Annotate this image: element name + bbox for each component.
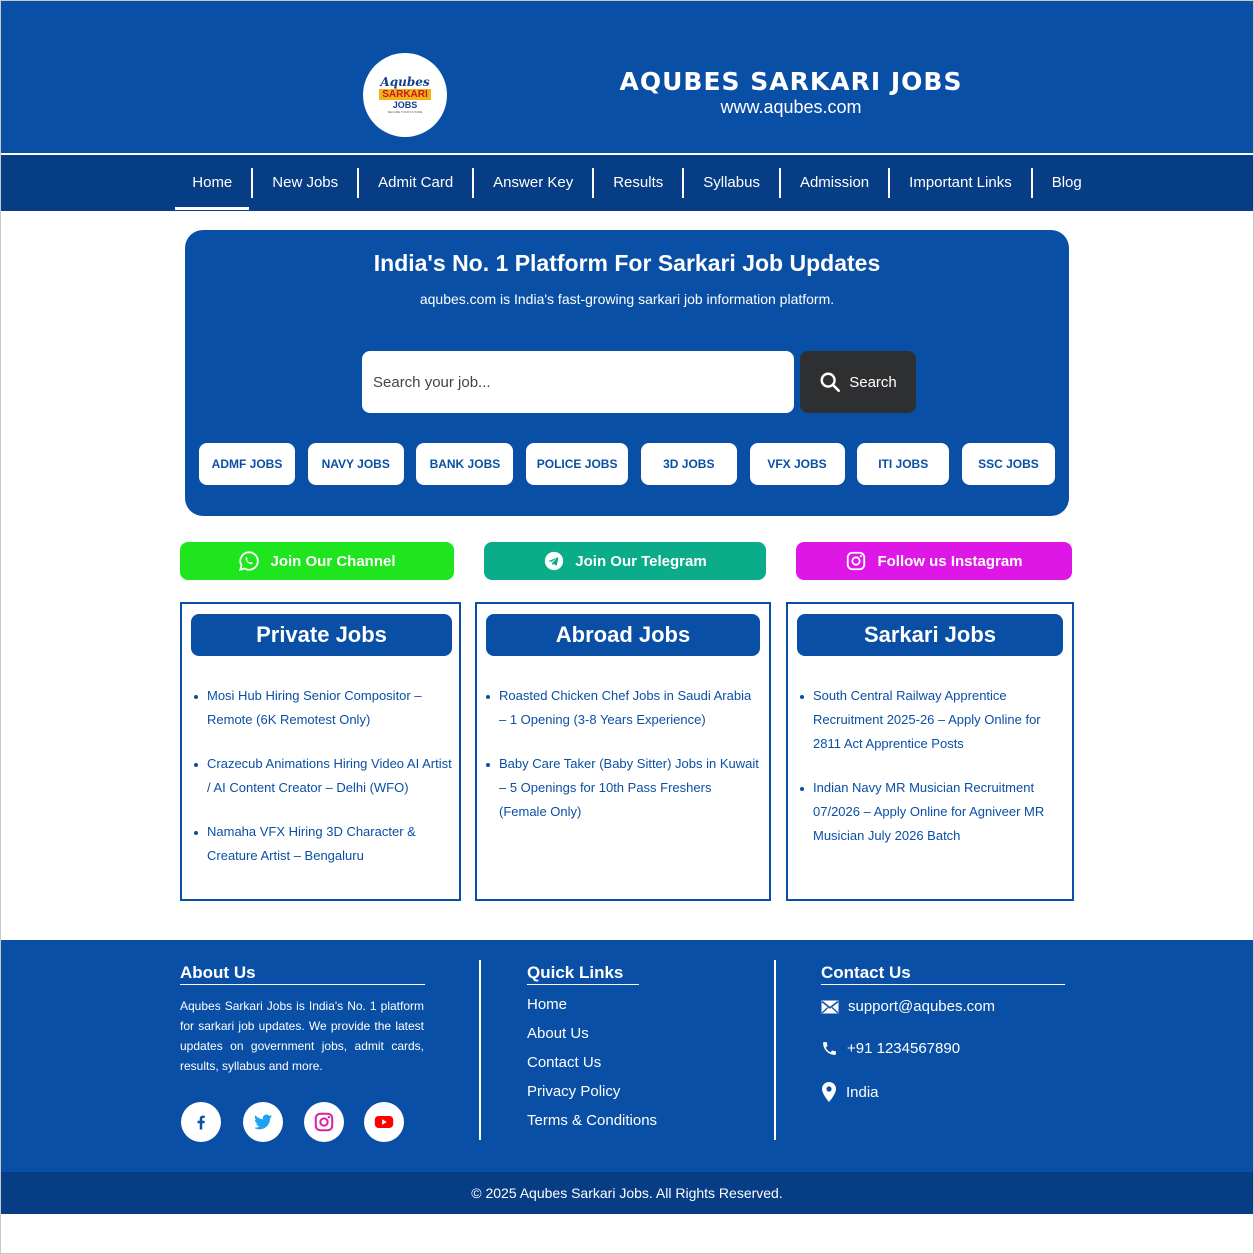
phone-icon: [821, 1040, 838, 1057]
chip-3d-jobs[interactable]: 3D JOBS: [641, 443, 737, 485]
contact-email[interactable]: [821, 998, 995, 1015]
nav-item-results[interactable]: Results: [592, 168, 682, 198]
twitter-icon: [252, 1111, 274, 1133]
instagram-button[interactable]: [796, 542, 1072, 580]
main-nav: [1, 155, 1253, 211]
sarkari-jobs-box: [786, 602, 1074, 901]
search-button-label: Search: [849, 373, 897, 391]
list-item[interactable]: Roasted Chicken Chef Jobs in Saudi Arabia – 1 Opening (3-8 Years Experience): [484, 684, 759, 732]
site-url: www.aqubes.com: [720, 97, 862, 117]
list-item[interactable]: Indian Navy MR Musician Recruitment 07/2026 – Apply Online for Agniveer MR Musician July 2026 Batch: [798, 776, 1046, 848]
sarkari-jobs-list: [798, 684, 1046, 868]
contact-location: [821, 1082, 879, 1102]
category-chips: [199, 443, 1055, 485]
youtube-icon: [373, 1111, 395, 1133]
nav-item-admission[interactable]: Admission: [779, 168, 888, 198]
instagram-footer-link[interactable]: [304, 1102, 344, 1142]
location-pin-icon: [821, 1082, 837, 1102]
footer-link-contact-us[interactable]: Contact Us: [527, 1054, 602, 1071]
telegram-icon: [543, 550, 565, 572]
footer-about-text: Aqubes Sarkari Jobs is India's No. 1 platform for sarkari job updates. We provide the latest updates on government jobs, admit cards, results, syllabus and more.: [180, 999, 424, 1073]
instagram-label: Follow us Instagram: [877, 552, 1023, 570]
nav-item-important-links[interactable]: Important Links: [888, 168, 1031, 198]
logo-line-3: JOBS: [392, 100, 418, 110]
footer-link-home[interactable]: Home: [527, 996, 568, 1013]
site-logo[interactable]: [363, 53, 447, 137]
search-icon: [819, 371, 841, 393]
contact-phone[interactable]: [821, 1040, 960, 1057]
hero-subtitle: aqubes.com is India's fast-growing sarkari job information platform.: [419, 291, 835, 307]
footer-divider: [479, 960, 481, 1140]
footer-link-terms[interactable]: Terms & Conditions: [527, 1112, 658, 1129]
site-title: AQUBES SARKARI JOBS: [619, 67, 963, 96]
nav-item-blog[interactable]: Blog: [1031, 168, 1101, 198]
copyright-bar: © 2025 Aqubes Sarkari Jobs. All Rights Reserved.: [1, 1172, 1253, 1214]
footer-about-heading: About Us: [180, 963, 425, 985]
list-item[interactable]: Crazecub Animations Hiring Video AI Artist / AI Content Creator – Delhi (WFO): [192, 752, 454, 800]
telegram-button[interactable]: [484, 542, 766, 580]
list-item[interactable]: Mosi Hub Hiring Senior Compositor – Remote (6K Remotest Only): [192, 684, 454, 732]
sarkari-jobs-title: Sarkari Jobs: [797, 614, 1063, 656]
footer-contact-heading: Contact Us: [821, 963, 1065, 985]
whatsapp-label: Join Our Channel: [270, 552, 396, 570]
chip-ssc-jobs[interactable]: SSC JOBS: [962, 443, 1055, 485]
nav-item-admit-card[interactable]: Admit Card: [357, 168, 472, 198]
whatsapp-channel-button[interactable]: [180, 542, 454, 580]
private-jobs-list: [192, 684, 454, 888]
facebook-link[interactable]: [181, 1102, 221, 1142]
site-footer: [1, 940, 1253, 1172]
list-item[interactable]: Baby Care Taker (Baby Sitter) Jobs in Kuwait – 5 Openings for 10th Pass Freshers (Female Only): [484, 752, 759, 824]
footer-quick-links: [527, 996, 657, 1141]
private-jobs-title: Private Jobs: [191, 614, 452, 656]
footer-link-about-us[interactable]: About Us: [527, 1025, 589, 1042]
chip-navy-jobs[interactable]: NAVY JOBS: [308, 443, 404, 485]
contact-email-text: support@aqubes.com: [848, 998, 995, 1015]
search-input[interactable]: [362, 351, 794, 413]
instagram-icon: [845, 550, 867, 572]
footer-divider: [774, 960, 776, 1140]
nav-item-new-jobs[interactable]: New Jobs: [251, 168, 357, 198]
contact-phone-text: +91 1234567890: [847, 1040, 961, 1057]
nav-item-syllabus[interactable]: Syllabus: [682, 168, 779, 198]
logo-line-1: Aqubes: [380, 75, 430, 89]
abroad-jobs-box: [475, 602, 771, 901]
contact-location-text: India: [846, 1083, 879, 1101]
hero-title: India's No. 1 Platform For Sarkari Job Updates: [373, 250, 881, 276]
private-jobs-box: [180, 602, 461, 901]
telegram-label: Join Our Telegram: [575, 552, 707, 570]
list-item[interactable]: Namaha VFX Hiring 3D Character & Creature Artist – Bengaluru: [192, 820, 454, 868]
chip-admf-jobs[interactable]: ADMF JOBS: [199, 443, 295, 485]
footer-quick-links-heading: Quick Links: [527, 963, 639, 985]
whatsapp-icon: [238, 550, 260, 572]
logo-line-2: SARKARI: [379, 89, 431, 100]
hero-section: [185, 230, 1069, 516]
logo-tagline: SECURE YOUR FUTURE: [387, 110, 423, 114]
nav-item-answer-key[interactable]: Answer Key: [472, 168, 592, 198]
footer-link-privacy-policy[interactable]: Privacy Policy: [527, 1083, 621, 1100]
facebook-icon: [191, 1112, 211, 1132]
mail-icon: [821, 1000, 839, 1014]
list-item[interactable]: South Central Railway Apprentice Recruitment 2025-26 – Apply Online for 2811 Act Apprentice Posts: [798, 684, 1046, 756]
chip-bank-jobs[interactable]: BANK JOBS: [416, 443, 513, 485]
abroad-jobs-title: Abroad Jobs: [486, 614, 760, 656]
chip-iti-jobs[interactable]: ITI JOBS: [857, 443, 949, 485]
search-button[interactable]: [800, 351, 916, 413]
chip-vfx-jobs[interactable]: VFX JOBS: [750, 443, 845, 485]
twitter-link[interactable]: [243, 1102, 283, 1142]
chip-police-jobs[interactable]: POLICE JOBS: [526, 443, 628, 485]
site-header: [1, 1, 1253, 153]
instagram-icon: [313, 1111, 335, 1133]
abroad-jobs-list: [484, 684, 759, 844]
nav-item-home[interactable]: Home: [173, 168, 251, 198]
youtube-link[interactable]: [364, 1102, 404, 1142]
